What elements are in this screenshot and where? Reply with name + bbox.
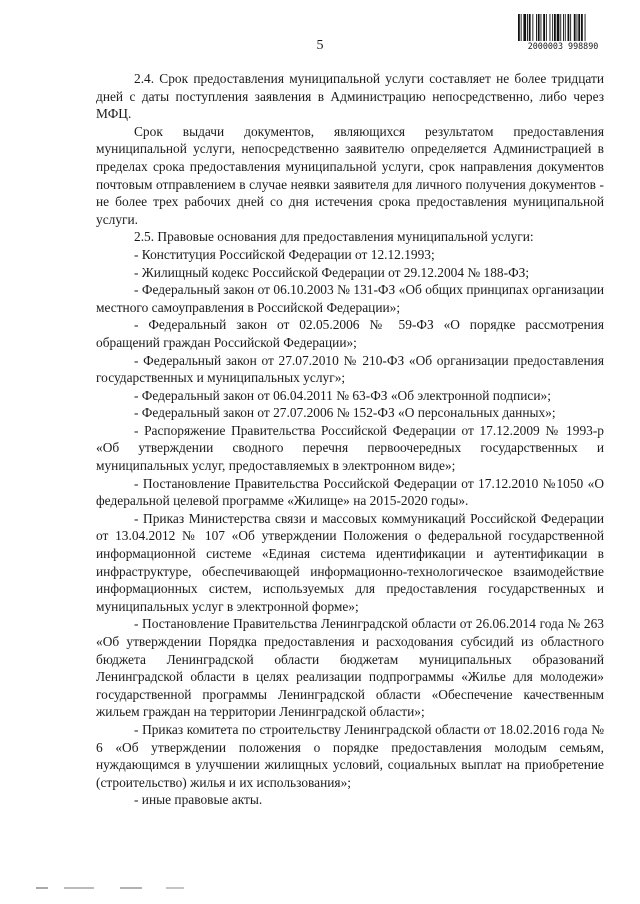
barcode xyxy=(517,14,609,54)
list-item-law-131: - Федеральный закон от 06.10.2003 № 131-ФЗ «Об общих принципах организации местного самоуправления в Российской Федерации»; xyxy=(96,282,604,315)
page-number: 5 xyxy=(316,38,324,53)
list-item-order-6: - Приказ комитета по строительству Ленинградской области от 18.02.2016 года № 6 «Об утверждении положения о порядке предоставления молодым семьям, нуждающимся в улучшении жилищных условий, социальных выплат на приобретение (строительство) жилья и их использования»; xyxy=(96,721,604,790)
list-item-other-acts: - иные правовые акты. xyxy=(134,792,263,808)
scan-artifact-marks xyxy=(34,885,194,891)
document-body xyxy=(96,70,604,809)
list-item-resolution-263: - Постановление Правительства Ленинградской области от 26.06.2014 года № 263 «Об утверждении Порядка предоставления и расходования субсидий из областного бюджета Ленинградской области бюджетам муниципальных образований Ленинградской области в целях реализации подпрограммы «Жилье для молодежи» государственной программы Ленинградской области «Обеспечение качественным жильем граждан на территории Ленинградской области»; xyxy=(96,616,604,720)
list-item-law-152: - Федеральный закон от 27.07.2006 № 152-ФЗ «О персональных данных»; xyxy=(134,405,556,421)
list-item-resolution-1050: - Постановление Правительства Российской Федерации от 17.12.2010 №1050 «О федеральной целевой программе «Жилище» на 2015-2020 годы». xyxy=(96,475,604,509)
list-item-housing-code: - Жилищный кодекс Российской Федерации от 29.12.2004 № 188-ФЗ; xyxy=(134,264,530,280)
list-item-order-107: - Приказ Министерства связи и массовых коммуникаций Российской Федерации от 13.04.2012 № 107 «Об утверждении Положения о федеральной государственной информационной системе «Единая система идентификации и аутентификации в инфраструктуре, обеспечивающей информационно-технологическое взаимодействие информационных систем, используемых для предоставления государственных и муниципальных услуг в электронной форме»; xyxy=(96,510,604,614)
list-item-order-1993: - Распоряжение Правительства Российской Федерации от 17.12.2009 № 1993-р «Об утверждении сводного перечня первоочередных государственных и муниципальных услуг, предоставляемых в электронном виде»; xyxy=(96,422,604,474)
list-item-constitution: - Конституция Российской Федерации от 12.12.1993; xyxy=(134,246,435,262)
barcode-bars xyxy=(517,14,609,42)
paragraph-document-issue-term: Срок выдачи документов, являющихся результатом предоставления муниципальной услуги, непосредственно заявителю определяется Администрацией в пределах срока предоставления муниципальной услуги, срок направления документов почтовым отправлением в случае неявки заявителя для личного получения документов - не более трех рабочих дней со дня истечения срока предоставления муниципальной услуги. xyxy=(96,123,604,227)
paragraph-2-5: 2.5. Правовые основания для предоставления муниципальной услуги: xyxy=(134,229,534,245)
list-item-law-63: - Федеральный закон от 06.04.2011 № 63-ФЗ «Об электронной подписи»; xyxy=(134,387,551,403)
barcode-number: 2000003 998890 xyxy=(517,41,609,51)
list-item-law-59: - Федеральный закон от 02.05.2006 № 59-ФЗ «О порядке рассмотрения обращений граждан Российской Федерации»; xyxy=(96,317,604,350)
list-item-law-210: - Федеральный закон от 27.07.2010 № 210-ФЗ «Об организации предоставления государственных и муниципальных услуг»; xyxy=(96,352,604,386)
paragraph-2-4: 2.4. Срок предоставления муниципальной услуги составляет не более тридцати дней с даты поступления заявления в Администрацию непосредственно, либо через МФЦ. xyxy=(96,71,604,122)
